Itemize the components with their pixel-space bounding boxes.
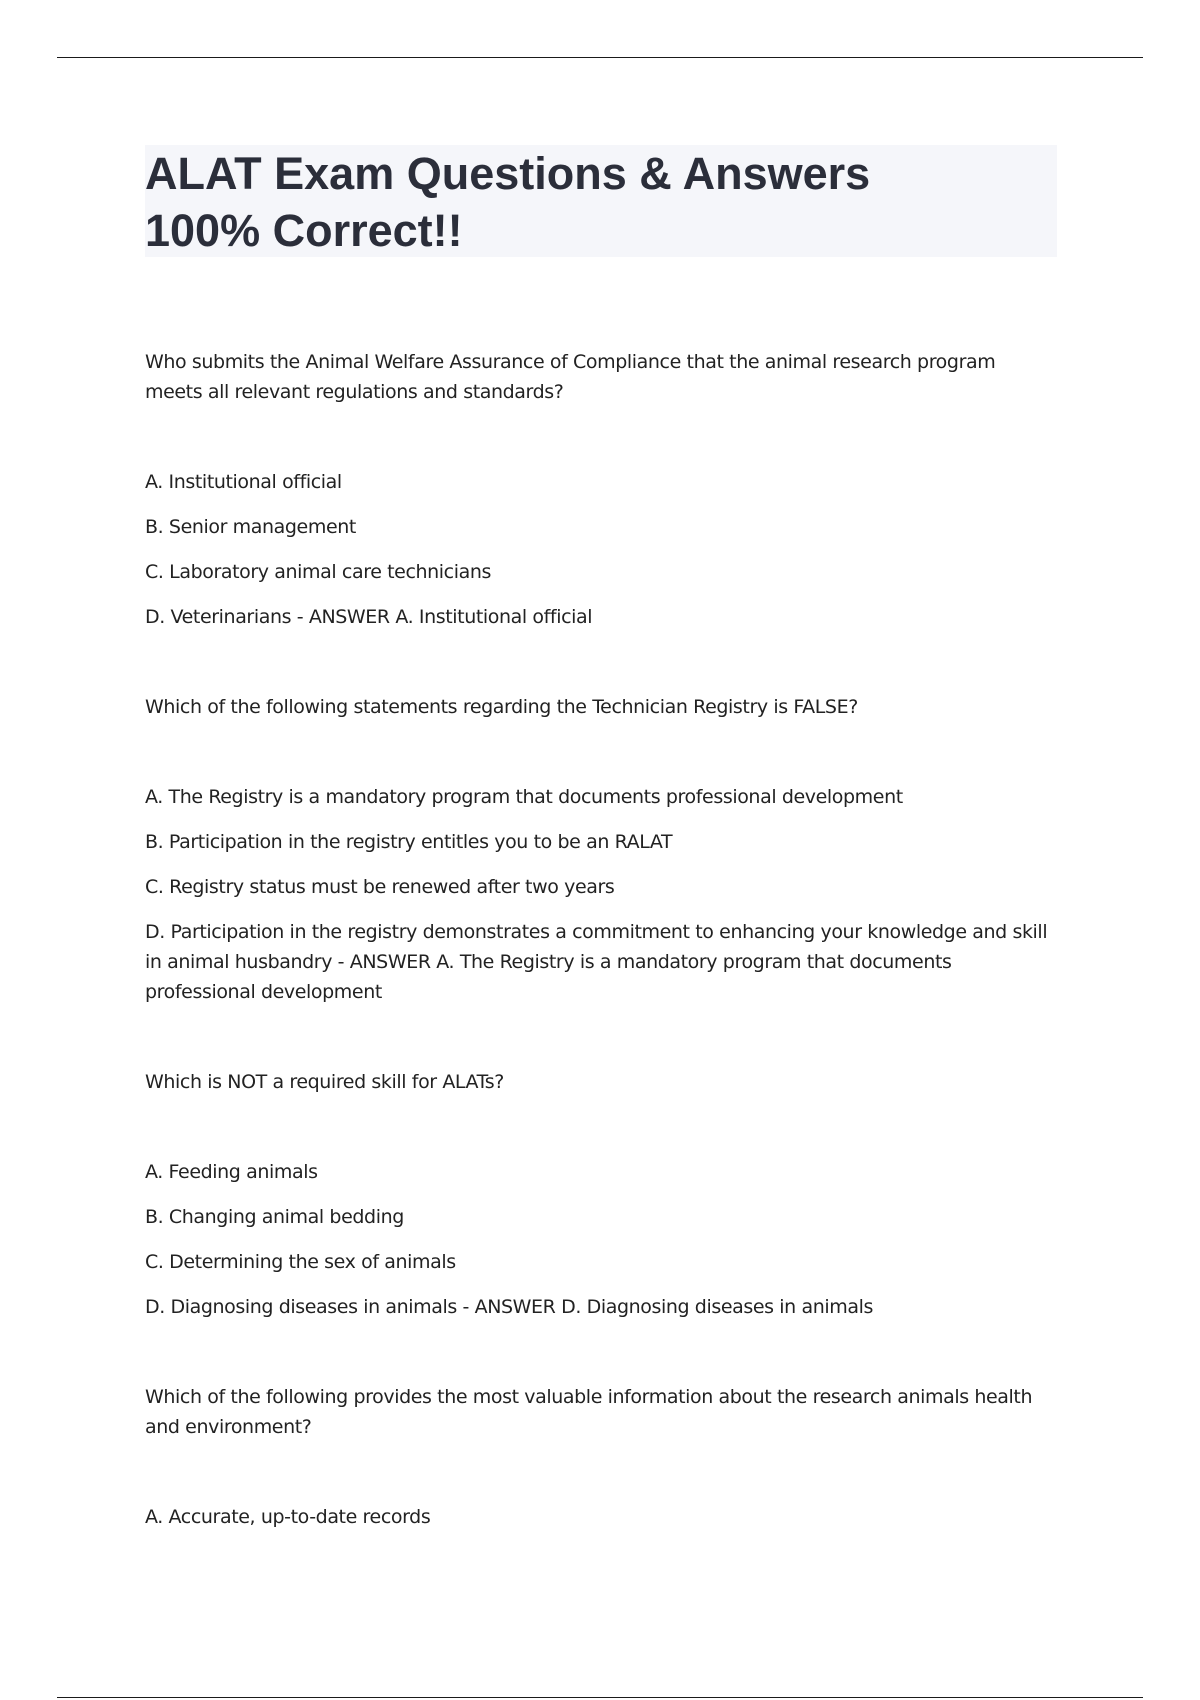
option-d-with-answer: D. Diagnosing diseases in animals - ANSWER D. Diagnosing diseases in animals (145, 1296, 873, 1318)
option-c: C. Determining the sex of animals (145, 1251, 456, 1273)
option-c: C. Registry status must be renewed after two years (145, 876, 615, 898)
qa-list (145, 347, 1057, 1532)
document-title (145, 145, 1057, 259)
title-line-1: ALAT Exam Questions & Answers (145, 148, 871, 199)
option-b: B. Senior management (145, 516, 356, 538)
question-text: Who submits the Animal Welfare Assurance of Compliance that the animal research program meets all relevant regulations and standards? (145, 351, 996, 403)
question-block (145, 1382, 1057, 1532)
question-text: Which is NOT a required skill for ALATs? (145, 1071, 504, 1093)
option-d-with-answer: D. Veterinarians - ANSWER A. Institutional official (145, 606, 593, 628)
title-block (145, 145, 1057, 257)
question-block (145, 347, 1057, 632)
footer-rule (57, 1697, 1143, 1698)
option-b: B. Participation in the registry entitles you to be an RALAT (145, 831, 673, 853)
document-page (145, 145, 1057, 1547)
title-line-2: 100% Correct!! (145, 205, 463, 256)
question-block (145, 692, 1057, 1007)
option-c: C. Laboratory animal care technicians (145, 561, 491, 583)
option-a: A. The Registry is a mandatory program that documents professional development (145, 786, 903, 808)
option-b: B. Changing animal bedding (145, 1206, 404, 1228)
question-text: Which of the following statements regarding the Technician Registry is FALSE? (145, 696, 858, 718)
question-block (145, 1067, 1057, 1322)
option-a: A. Accurate, up-to-date records (145, 1506, 431, 1528)
option-d-with-answer: D. Participation in the registry demonstrates a commitment to enhancing your knowledge and skill in animal husbandry - ANSWER A. The Registry is a mandatory program that documents professional development (145, 921, 1048, 1003)
option-a: A. Feeding animals (145, 1161, 318, 1183)
option-a: A. Institutional official (145, 471, 342, 493)
header-rule (57, 57, 1143, 58)
question-text: Which of the following provides the most valuable information about the research animals health and environment? (145, 1386, 1033, 1438)
